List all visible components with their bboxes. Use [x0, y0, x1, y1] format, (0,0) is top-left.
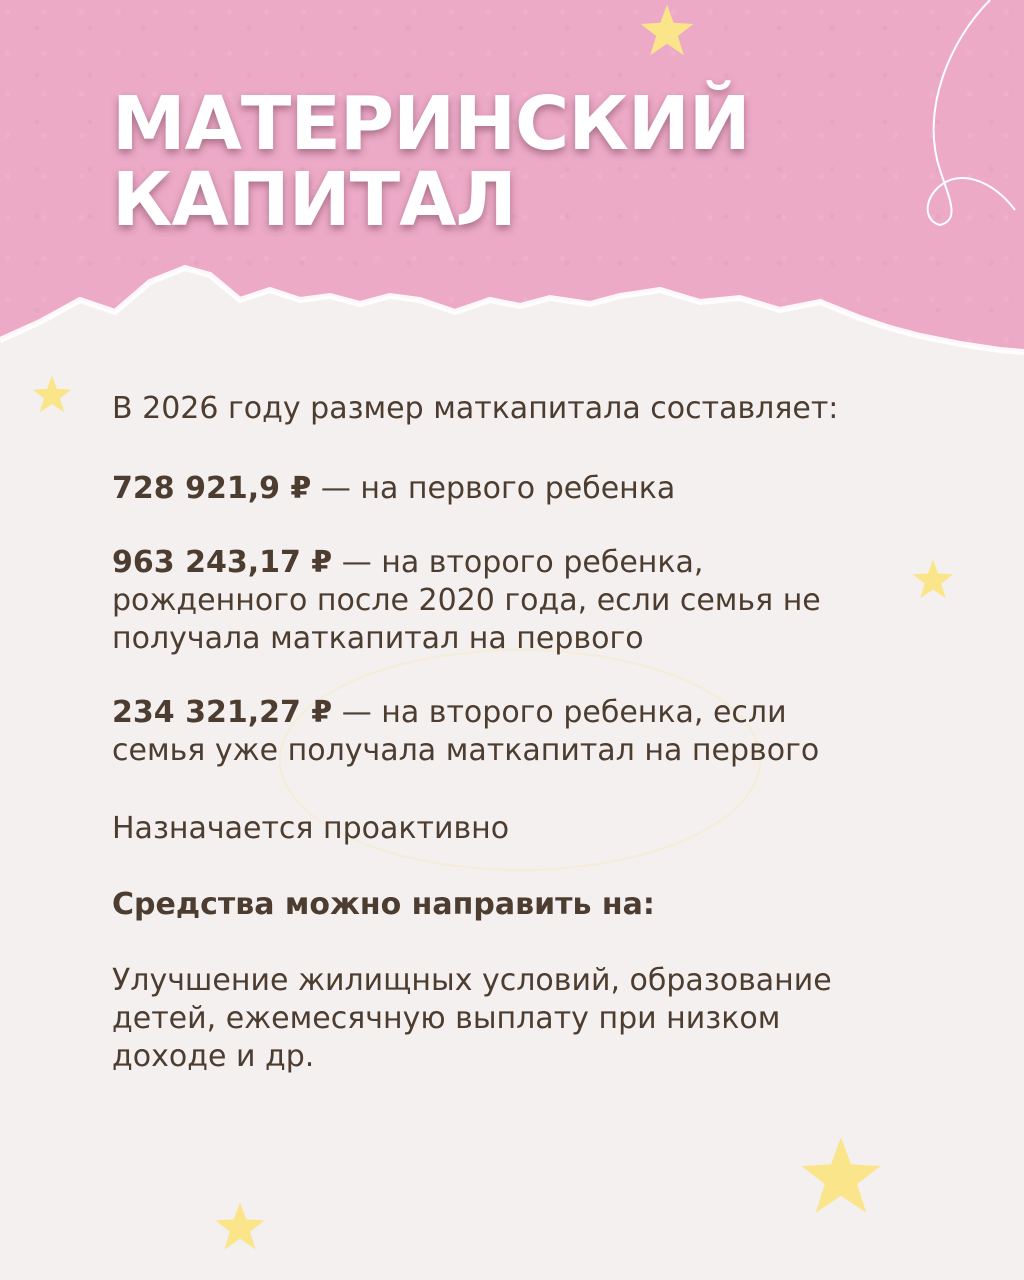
content-block: [112, 380, 912, 1076]
amount-second-child-new: [112, 544, 842, 658]
star-icon: [212, 1198, 268, 1254]
amount-description: — на первого ребенка: [311, 471, 676, 506]
amount-value: 963 243,17 ₽: [112, 545, 333, 580]
usage-heading: Средства можно направить на:: [112, 887, 655, 922]
amount-first-child: [112, 470, 912, 508]
assigned-text: Назначается проактивно: [112, 811, 510, 846]
title-line-1: МАТЕРИНСКИЙ: [112, 81, 750, 167]
star-icon: [796, 1130, 886, 1220]
amount-description: — на второго ребенка, если семья уже получала маткапитал на первого: [112, 695, 820, 768]
amount-second-child: [112, 694, 872, 770]
amount-value: 728 921,9 ₽: [112, 471, 312, 506]
star-icon: [30, 372, 74, 416]
star-icon: [632, 0, 702, 60]
star-icon: [910, 556, 956, 602]
amount-value: 234 321,27 ₽: [112, 695, 333, 730]
usage-text: Улучшение жилищных условий, образование детей, ежемесячную выплату при низком доходе и др.: [112, 963, 832, 1074]
swirl-decoration: [880, 0, 1020, 240]
title-line-2: КАПИТАЛ: [112, 157, 516, 243]
intro-text: В 2026 году размер маткапитала составляет:: [112, 391, 839, 426]
amount-description: — на второго ребенка, рожденного после 2020 года, если семья не получала маткапитал на первого: [112, 545, 821, 656]
page-title: [112, 81, 750, 243]
